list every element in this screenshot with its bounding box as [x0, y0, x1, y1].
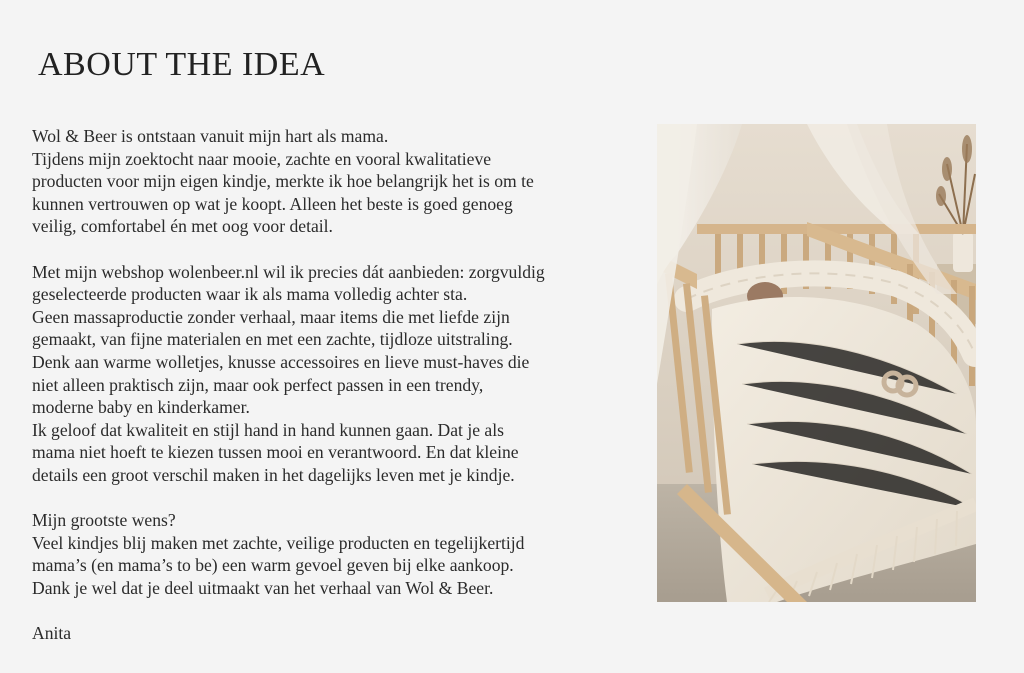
text-line: Met mijn webshop wolenbeer.nl wil ik precies dát aanbieden: zorgvuldig: [32, 261, 545, 282]
text-line: producten voor mijn eigen kindje, merkte ik hoe belangrijk het is om te: [32, 171, 534, 192]
paragraph-spacer: [32, 487, 642, 510]
text-line: veilig, comfortabel én met oog voor detail.: [32, 216, 333, 237]
paragraph-intro: [32, 125, 642, 238]
baby-in-wooden-crib-photo: [657, 124, 976, 602]
text-line: Tijdens mijn zoektocht naar mooie, zachte en vooral kwalitatieve: [32, 148, 492, 169]
page-title: ABOUT THE IDEA: [38, 46, 326, 83]
paragraph-wish: [32, 509, 642, 599]
text-line: niet alleen praktisch zijn, maar ook perfect passen in een trendy,: [32, 374, 484, 395]
text-line: Mijn grootste wens?: [32, 510, 176, 531]
paragraph-spacer: [32, 599, 642, 622]
text-line: Denk aan warme wolletjes, knusse accessoires en lieve must-haves die: [32, 351, 530, 372]
text-line: gemaakt, van fijne materialen en met een zachte, tijdloze uitstraling.: [32, 329, 513, 350]
text-line: Wol & Beer is ontstaan vanuit mijn hart als mama.: [32, 126, 389, 146]
text-line: moderne baby en kinderkamer.: [32, 397, 250, 418]
about-text: [32, 125, 642, 645]
text-line: Geen massaproductie zonder verhaal, maar items die met liefde zijn: [32, 306, 510, 327]
text-line: details een groot verschil maken in het dagelijks leven met je kindje.: [32, 464, 515, 485]
text-line: mama niet hoeft te kiezen tussen mooi en verantwoord. En dat kleine: [32, 442, 519, 463]
paragraph-spacer: [32, 238, 642, 261]
text-line: Ik geloof dat kwaliteit en stijl hand in hand kunnen gaan. Dat je als: [32, 419, 504, 440]
paragraph-webshop: [32, 261, 642, 487]
text-line: geselecteerde producten waar ik als mama volledig achter sta.: [32, 284, 468, 305]
text-line: Veel kindjes blij maken met zachte, veilige producten en tegelijkertijd: [32, 532, 525, 553]
text-line: Dank je wel dat je deel uitmaakt van het verhaal van Wol & Beer.: [32, 577, 494, 598]
text-line: kunnen vertrouwen op wat je koopt. Alleen het beste is goed genoeg: [32, 193, 513, 214]
signature: Anita: [32, 623, 72, 644]
text-line: mama’s (en mama’s to be) een warm gevoel geven bij elke aankoop.: [32, 555, 514, 576]
